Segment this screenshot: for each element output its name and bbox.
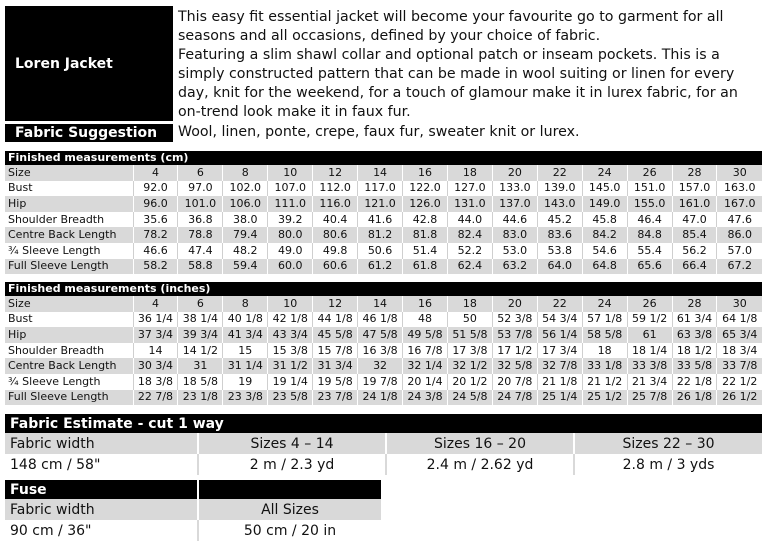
measurement-cell: 24 5/8 — [447, 390, 492, 406]
measurement-cell: 42.8 — [403, 212, 448, 228]
measurement-cell: 49.8 — [313, 243, 358, 259]
measurement-cell: 143.0 — [537, 196, 582, 212]
fuse-amount: 50 cm / 20 in — [198, 520, 381, 541]
measurement-cell: 18 1/2 — [672, 343, 717, 359]
measurement-cell: 50.6 — [358, 243, 403, 259]
size-label: Size — [5, 296, 133, 312]
measurement-cell: 81.8 — [403, 227, 448, 243]
measurement-cell: 51.4 — [403, 243, 448, 259]
size-cell: 8 — [223, 296, 268, 312]
measurement-cell: 16 3/8 — [358, 343, 403, 359]
measurement-cell: 33 7/8 — [717, 358, 762, 374]
measurement-cell: 161.0 — [672, 196, 717, 212]
measurement-cell: 31 1/2 — [268, 358, 313, 374]
measurement-cell: 19 5/8 — [313, 374, 358, 390]
measurement-cell: 45.2 — [537, 212, 582, 228]
measurement-cell: 83.6 — [537, 227, 582, 243]
measurement-cell: 57 1/8 — [582, 312, 627, 328]
measurement-cell: 43 3/4 — [268, 327, 313, 343]
measurement-cell: 32 1/4 — [403, 358, 448, 374]
size-cell: 18 — [447, 296, 492, 312]
measurement-cell: 18 3/8 — [133, 374, 178, 390]
row-label: ¾ Sleeve Length — [5, 374, 133, 390]
measurement-cell: 58.8 — [178, 259, 223, 275]
measurement-cell: 53.8 — [537, 243, 582, 259]
row-label: Full Sleeve Length — [5, 259, 133, 275]
measurement-cell: 26 1/2 — [717, 390, 762, 406]
fuse-width-label: Fabric width — [5, 499, 198, 520]
measurement-cell: 45.8 — [582, 212, 627, 228]
measurement-cell: 85.4 — [672, 227, 717, 243]
size-cell: 16 — [403, 165, 448, 181]
table-row — [5, 327, 762, 343]
fuse-title-spacer — [198, 480, 381, 499]
measurement-cell: 44.0 — [447, 212, 492, 228]
measurement-cell: 21 1/8 — [537, 374, 582, 390]
measurement-cell: 61.2 — [358, 259, 403, 275]
measurement-cell: 19 — [223, 374, 268, 390]
measurement-cell: 66.4 — [672, 259, 717, 275]
measurement-cell: 24 1/8 — [358, 390, 403, 406]
measurement-cell: 17 3/4 — [537, 343, 582, 359]
measurement-cell: 19 1/4 — [268, 374, 313, 390]
measurement-cell: 102.0 — [223, 181, 268, 197]
measurement-cell: 14 1/2 — [178, 343, 223, 359]
size-cell: 22 — [537, 165, 582, 181]
measurement-cell: 31 — [178, 358, 223, 374]
size-cell: 22 — [537, 296, 582, 312]
measurement-cell: 47.4 — [178, 243, 223, 259]
measurement-cell: 19 7/8 — [358, 374, 403, 390]
fabric-width-value: 148 cm / 58" — [5, 454, 198, 475]
measurement-cell: 31 1/4 — [223, 358, 268, 374]
size-cell: 4 — [133, 296, 178, 312]
size-cell: 12 — [313, 165, 358, 181]
measurement-cell: 38.0 — [223, 212, 268, 228]
measurement-cell: 18 5/8 — [178, 374, 223, 390]
measurement-cell: 157.0 — [672, 181, 717, 197]
measurement-cell: 60.6 — [313, 259, 358, 275]
table-row — [5, 343, 762, 359]
table-title: Finished measurements (cm) — [5, 151, 762, 165]
measurement-cell: 51 5/8 — [447, 327, 492, 343]
size-cell: 12 — [313, 296, 358, 312]
measurement-cell: 31 3/4 — [313, 358, 358, 374]
fuse-title: Fuse — [5, 480, 198, 499]
measurement-cell: 131.0 — [447, 196, 492, 212]
measurement-cell: 46.6 — [133, 243, 178, 259]
measurement-cell: 39.2 — [268, 212, 313, 228]
measurement-cell: 24 7/8 — [492, 390, 537, 406]
fuse-table — [5, 480, 381, 541]
measurement-cell: 92.0 — [133, 181, 178, 197]
measurement-cell: 41 3/4 — [223, 327, 268, 343]
size-cell: 20 — [492, 165, 537, 181]
size-cell: 14 — [358, 296, 403, 312]
measurement-cell: 23 3/8 — [223, 390, 268, 406]
fabric-estimate-title: Fabric Estimate - cut 1 way — [5, 414, 762, 433]
description-paragraph-2: Featuring a slim shawl collar and optional patch or inseam pockets. This is a simply constructed pattern that can be made in wool suiting or linen for every day, knit for the weekend, for a touch of glamour make it in lurex fabric, for an on-trend look make it in faux fur. — [178, 47, 738, 120]
cm-measurements-table — [5, 151, 762, 274]
measurement-cell: 54 3/4 — [537, 312, 582, 328]
measurement-cell: 14 — [133, 343, 178, 359]
measurement-cell: 18 — [582, 343, 627, 359]
measurement-cell: 40 1/8 — [223, 312, 268, 328]
measurement-cell: 78.8 — [178, 227, 223, 243]
table-row — [5, 243, 762, 259]
measurement-cell: 84.2 — [582, 227, 627, 243]
measurement-cell: 44 1/8 — [313, 312, 358, 328]
measurement-cell: 15 3/8 — [268, 343, 313, 359]
measurement-cell: 41.6 — [358, 212, 403, 228]
measurement-cell: 16 7/8 — [403, 343, 448, 359]
measurement-cell: 67.2 — [717, 259, 762, 275]
measurement-cell: 21 3/4 — [627, 374, 672, 390]
measurement-cell: 25 7/8 — [627, 390, 672, 406]
fabric-amount: 2.8 m / 3 yds — [574, 454, 762, 475]
measurement-cell: 17 1/2 — [492, 343, 537, 359]
measurement-cell: 32 5/8 — [492, 358, 537, 374]
measurement-cell: 33 3/8 — [627, 358, 672, 374]
fabric-suggestion-label: Fabric Suggestion — [5, 124, 173, 142]
measurement-cell: 53.0 — [492, 243, 537, 259]
measurement-cell: 49 5/8 — [403, 327, 448, 343]
measurement-cell: 23 5/8 — [268, 390, 313, 406]
measurement-cell: 24 3/8 — [403, 390, 448, 406]
size-cell: 30 — [717, 296, 762, 312]
measurement-cell: 61 — [627, 327, 672, 343]
size-cell: 14 — [358, 165, 403, 181]
measurement-cell: 42 1/8 — [268, 312, 313, 328]
measurement-cell: 58.2 — [133, 259, 178, 275]
measurement-cell: 48.2 — [223, 243, 268, 259]
measurement-cell: 155.0 — [627, 196, 672, 212]
measurement-cell: 58 5/8 — [582, 327, 627, 343]
measurement-cell: 50 — [447, 312, 492, 328]
measurement-cell: 127.0 — [447, 181, 492, 197]
measurement-cell: 63.2 — [492, 259, 537, 275]
size-label: Size — [5, 165, 133, 181]
size-cell: 4 — [133, 165, 178, 181]
table-title-row — [5, 151, 762, 165]
measurement-cell: 121.0 — [358, 196, 403, 212]
table-row — [5, 312, 762, 328]
measurement-cell: 64.8 — [582, 259, 627, 275]
measurement-cell: 22 1/2 — [717, 374, 762, 390]
measurement-cell: 49.0 — [268, 243, 313, 259]
measurement-cell: 83.0 — [492, 227, 537, 243]
size-cell: 24 — [582, 296, 627, 312]
row-label: Bust — [5, 181, 133, 197]
size-group-label: Sizes 16 – 20 — [386, 433, 574, 454]
measurement-cell: 36 1/4 — [133, 312, 178, 328]
measurement-cell: 145.0 — [582, 181, 627, 197]
measurement-cell: 63 3/8 — [672, 327, 717, 343]
table-row — [5, 259, 762, 275]
measurement-cell: 82.4 — [447, 227, 492, 243]
measurement-cell: 80.6 — [313, 227, 358, 243]
measurement-cell: 52.2 — [447, 243, 492, 259]
measurement-cell: 48 — [403, 312, 448, 328]
measurement-cell: 116.0 — [313, 196, 358, 212]
measurement-cell: 107.0 — [268, 181, 313, 197]
size-cell: 16 — [403, 296, 448, 312]
measurement-cell: 64 1/8 — [717, 312, 762, 328]
measurement-cell: 30 3/4 — [133, 358, 178, 374]
measurement-cell: 37 3/4 — [133, 327, 178, 343]
fabric-suggestion-text: Wool, linen, ponte, crepe, faux fur, sweater knit or lurex. — [178, 124, 580, 140]
measurement-cell: 45 5/8 — [313, 327, 358, 343]
measurement-cell: 78.2 — [133, 227, 178, 243]
measurement-cell: 54.6 — [582, 243, 627, 259]
size-cell: 26 — [627, 296, 672, 312]
row-label: Bust — [5, 312, 133, 328]
size-cell: 28 — [672, 296, 717, 312]
measurement-cell: 64.0 — [537, 259, 582, 275]
measurement-cell: 26 1/8 — [672, 390, 717, 406]
table-row — [5, 358, 762, 374]
measurement-cell: 39 3/4 — [178, 327, 223, 343]
size-cell: 26 — [627, 165, 672, 181]
measurement-cell: 62.4 — [447, 259, 492, 275]
size-cell: 28 — [672, 165, 717, 181]
measurement-cell: 32 — [358, 358, 403, 374]
measurement-cell: 38 1/4 — [178, 312, 223, 328]
description-paragraph-1: This easy fit essential jacket will become your favourite go to garment for all seasons and all occasions, defined by your choice of fabric. — [178, 9, 724, 44]
table-title-row — [5, 282, 762, 296]
measurement-cell: 25 1/4 — [537, 390, 582, 406]
size-row — [5, 165, 762, 181]
measurement-cell: 84.8 — [627, 227, 672, 243]
table-row — [5, 374, 762, 390]
measurement-cell: 61.8 — [403, 259, 448, 275]
measurement-cell: 65 3/4 — [717, 327, 762, 343]
size-cell: 20 — [492, 296, 537, 312]
measurement-cell: 33 5/8 — [672, 358, 717, 374]
row-label: Shoulder Breadth — [5, 343, 133, 359]
measurement-cell: 32 1/2 — [447, 358, 492, 374]
measurement-cell: 65.6 — [627, 259, 672, 275]
measurement-cell: 97.0 — [178, 181, 223, 197]
size-cell: 30 — [717, 165, 762, 181]
measurement-cell: 47.6 — [717, 212, 762, 228]
measurement-cell: 59 1/2 — [627, 312, 672, 328]
measurement-cell: 151.0 — [627, 181, 672, 197]
measurement-cell: 117.0 — [358, 181, 403, 197]
table-row — [5, 196, 762, 212]
measurement-cell: 22 7/8 — [133, 390, 178, 406]
size-cell: 10 — [268, 165, 313, 181]
measurement-cell: 40.4 — [313, 212, 358, 228]
measurement-cell: 56.2 — [672, 243, 717, 259]
measurement-cell: 122.0 — [403, 181, 448, 197]
measurement-cell: 59.4 — [223, 259, 268, 275]
size-cell: 8 — [223, 165, 268, 181]
table-row — [5, 390, 762, 406]
measurement-cell: 15 7/8 — [313, 343, 358, 359]
fabric-estimate-table — [5, 414, 762, 475]
measurement-cell: 46.4 — [627, 212, 672, 228]
measurement-cell: 133.0 — [492, 181, 537, 197]
pattern-name: Loren Jacket — [5, 6, 173, 121]
measurement-cell: 112.0 — [313, 181, 358, 197]
fabric-amount: 2.4 m / 2.62 yd — [386, 454, 574, 475]
measurement-cell: 163.0 — [717, 181, 762, 197]
fuse-width-value: 90 cm / 36" — [5, 520, 198, 541]
measurement-cell: 23 1/8 — [178, 390, 223, 406]
measurement-cell: 57.0 — [717, 243, 762, 259]
measurement-cell: 111.0 — [268, 196, 313, 212]
measurement-cell: 52 3/8 — [492, 312, 537, 328]
size-group-label: Sizes 4 – 14 — [198, 433, 386, 454]
pattern-description — [178, 8, 762, 122]
row-label: Shoulder Breadth — [5, 212, 133, 228]
measurement-cell: 149.0 — [582, 196, 627, 212]
inch-measurements-table — [5, 282, 762, 405]
size-group-label: Sizes 22 – 30 — [574, 433, 762, 454]
row-label: Full Sleeve Length — [5, 390, 133, 406]
measurement-cell: 20 7/8 — [492, 374, 537, 390]
fabric-width-label: Fabric width — [5, 433, 198, 454]
row-label: Centre Back Length — [5, 227, 133, 243]
row-label: ¾ Sleeve Length — [5, 243, 133, 259]
row-label: Hip — [5, 196, 133, 212]
measurement-cell: 56 1/4 — [537, 327, 582, 343]
table-row — [5, 212, 762, 228]
table-row — [5, 227, 762, 243]
measurement-cell: 20 1/2 — [447, 374, 492, 390]
measurement-cell: 18 3/4 — [717, 343, 762, 359]
measurement-cell: 139.0 — [537, 181, 582, 197]
size-cell: 18 — [447, 165, 492, 181]
pattern-header — [5, 6, 762, 142]
measurement-cell: 126.0 — [403, 196, 448, 212]
measurement-cell: 15 — [223, 343, 268, 359]
measurement-cell: 55.4 — [627, 243, 672, 259]
size-cell: 24 — [582, 165, 627, 181]
measurement-cell: 23 7/8 — [313, 390, 358, 406]
measurement-cell: 47 5/8 — [358, 327, 403, 343]
fuse-size-label: All Sizes — [198, 499, 381, 520]
measurement-cell: 21 1/2 — [582, 374, 627, 390]
measurement-cell: 22 1/8 — [672, 374, 717, 390]
measurement-cell: 32 7/8 — [537, 358, 582, 374]
measurement-cell: 86.0 — [717, 227, 762, 243]
measurement-cell: 81.2 — [358, 227, 403, 243]
measurement-cell: 25 1/2 — [582, 390, 627, 406]
fabric-amount: 2 m / 2.3 yd — [198, 454, 386, 475]
measurement-cell: 36.8 — [178, 212, 223, 228]
measurement-cell: 137.0 — [492, 196, 537, 212]
measurement-cell: 80.0 — [268, 227, 313, 243]
measurement-cell: 20 1/4 — [403, 374, 448, 390]
measurement-cell: 61 3/4 — [672, 312, 717, 328]
measurement-cell: 79.4 — [223, 227, 268, 243]
measurement-cell: 96.0 — [133, 196, 178, 212]
measurement-cell: 44.6 — [492, 212, 537, 228]
measurement-cell: 35.6 — [133, 212, 178, 228]
measurement-cell: 47.0 — [672, 212, 717, 228]
measurement-cell: 18 1/4 — [627, 343, 672, 359]
measurement-cell: 53 7/8 — [492, 327, 537, 343]
table-row — [5, 181, 762, 197]
size-row — [5, 296, 762, 312]
measurement-cell: 60.0 — [268, 259, 313, 275]
table-title: Finished measurements (inches) — [5, 282, 762, 296]
size-cell: 10 — [268, 296, 313, 312]
measurement-cell: 106.0 — [223, 196, 268, 212]
measurement-cell: 101.0 — [178, 196, 223, 212]
measurement-cell: 33 1/8 — [582, 358, 627, 374]
measurement-cell: 167.0 — [717, 196, 762, 212]
row-label: Hip — [5, 327, 133, 343]
row-label: Centre Back Length — [5, 358, 133, 374]
size-cell: 6 — [178, 296, 223, 312]
measurement-cell: 46 1/8 — [358, 312, 403, 328]
measurement-cell: 17 3/8 — [447, 343, 492, 359]
size-cell: 6 — [178, 165, 223, 181]
